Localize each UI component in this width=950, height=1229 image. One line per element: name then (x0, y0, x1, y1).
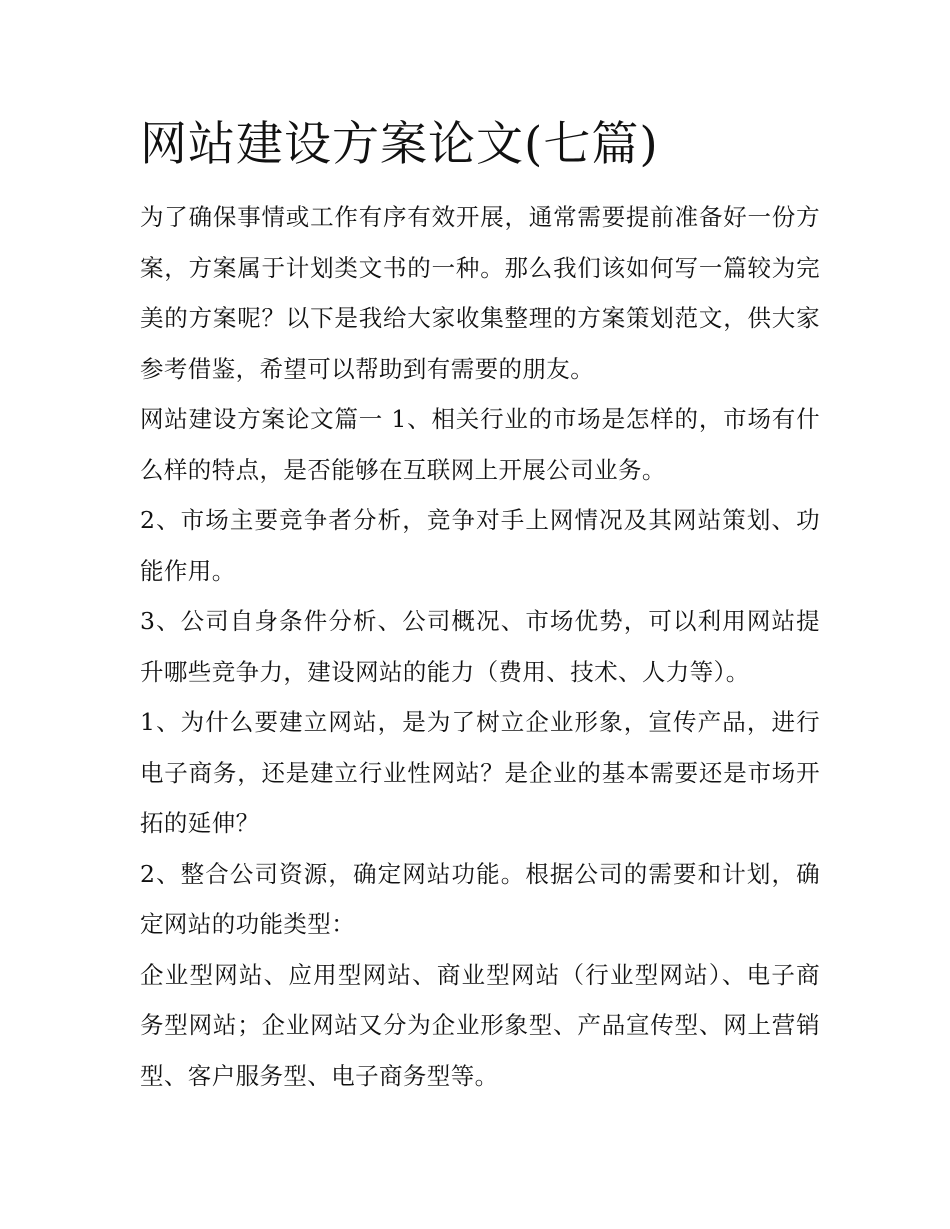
competitor-analysis-paragraph: 2、市场主要竞争者分析，竞争对手上网情况及其网站策划、功能作用。 (140, 506, 820, 585)
website-types-paragraph: 企业型网站、应用型网站、商业型网站（行业型网站）、电子商务型网站；企业网站又分为企业形象型、产品宣传型、网上营销型、客户服务型、电子商务型等。 (140, 960, 820, 1090)
document-body (140, 112, 820, 1101)
intro-paragraph: 为了确保事情或工作有序有效开展，通常需要提前准备好一份方案，方案属于计划类文书的一种。那么我们该如何写一篇较为完美的方案呢？以下是我给大家收集整理的方案策划范文，供大家参考借鉴，希望可以帮助到有需要的朋友。 (140, 203, 820, 383)
section-one-paragraph: 网站建设方案论文篇一 1、相关行业的市场是怎样的，市场有什么样的特点，是否能够在互联网上开展公司业务。 (140, 405, 820, 484)
website-purpose-paragraph: 1、为什么要建立网站，是为了树立企业形象，宣传产品，进行电子商务，还是建立行业性网站？是企业的基本需要还是市场开拓的延伸？ (140, 708, 820, 837)
document-title: 网站建设方案论文(七篇) (140, 117, 659, 172)
company-analysis-paragraph: 3、公司自身条件分析、公司概况、市场优势，可以利用网站提升哪些竞争力，建设网站的能力（费用、技术、人力等）。 (140, 607, 820, 686)
resource-integration-paragraph: 2、整合公司资源，确定网站功能。根据公司的需要和计划，确定网站的功能类型： (140, 859, 820, 938)
